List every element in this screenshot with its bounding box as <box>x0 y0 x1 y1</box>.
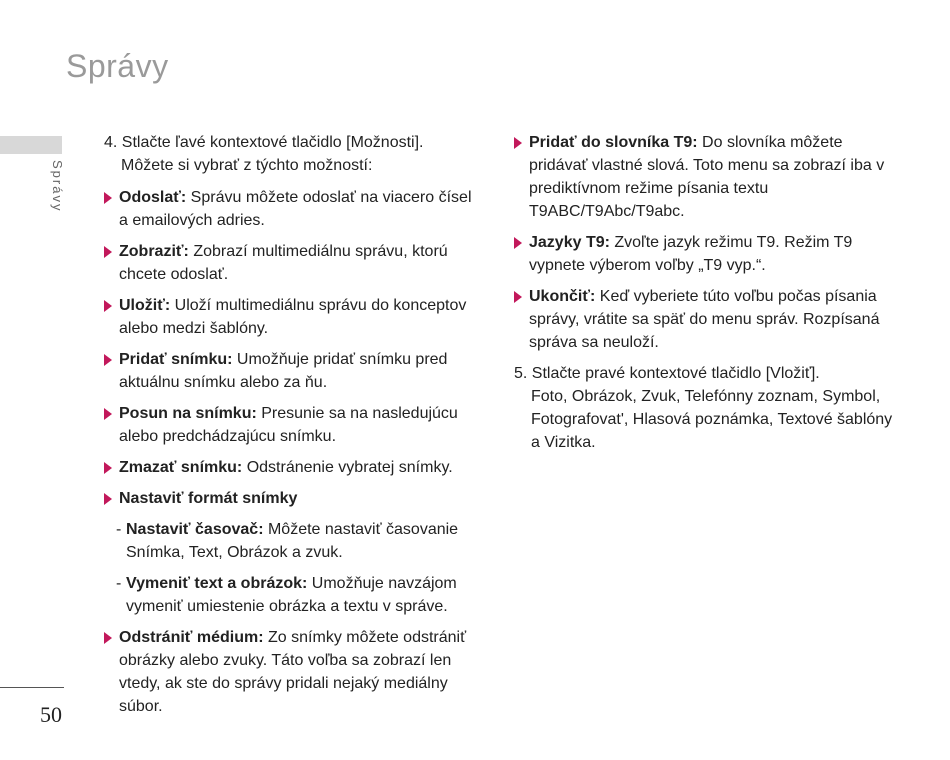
option-text: Presunie sa na nasledujúcu alebo predchádzajúcu snímku. <box>119 405 458 445</box>
step-4-line1: 4. Stlačte ľavé kontextové tlačidlo [Možnosti]. <box>104 134 424 151</box>
option-term: Pridať do slovníka T9: <box>529 134 698 151</box>
dash-marker: - <box>116 521 122 538</box>
option-term: Zobraziť: <box>119 243 189 260</box>
side-label: Správy <box>50 160 65 213</box>
arrow-icon <box>104 246 112 258</box>
left-column <box>104 131 484 726</box>
step-5-line1: 5. Stlačte pravé kontextové tlačidlo [Vložiť]. <box>514 365 820 382</box>
option-send <box>104 186 484 232</box>
option-save <box>104 294 484 340</box>
page-number: 50 <box>40 702 62 727</box>
arrow-icon <box>104 300 112 312</box>
option-delete-slide <box>104 456 484 479</box>
option-term: Nastaviť formát snímky <box>119 490 298 507</box>
option-remove-media <box>104 626 484 718</box>
right-column <box>514 131 899 463</box>
arrow-icon <box>104 354 112 366</box>
option-term: Uložiť: <box>119 297 171 314</box>
option-term: Zmazať snímku: <box>119 459 243 476</box>
option-text: Do slovníka môžete pridávať vlastné slová. Toto menu sa zobrazí iba v prediktívnom režime písania textu T9ABC/T9Abc/T9abc. <box>529 134 885 220</box>
suboption-term: Vymeniť text a obrázok: <box>126 575 308 592</box>
option-term: Ukončiť: <box>529 288 596 305</box>
option-text: Zobrazí multimediálnu správu, ktorú chcete odoslať. <box>119 243 448 283</box>
side-tab <box>0 136 62 154</box>
option-view <box>104 240 484 286</box>
arrow-icon <box>514 137 522 149</box>
option-text: Zvoľte jazyk režimu T9. Režim T9 vypnete výberom voľby „T9 vyp.“. <box>529 234 853 274</box>
page-title: Správy <box>66 48 169 84</box>
option-text: Umožňuje pridať snímku pred aktuálnu snímku alebo za ňu. <box>119 351 448 391</box>
option-exit <box>514 285 899 354</box>
option-t9-languages <box>514 231 899 277</box>
arrow-icon <box>514 237 522 249</box>
arrow-icon <box>104 493 112 505</box>
arrow-icon <box>104 192 112 204</box>
suboption-text: Môžete nastaviť časovanie Snímka, Text, Obrázok a zvuk. <box>126 521 459 561</box>
option-term: Odoslať: <box>119 189 187 206</box>
option-add-to-dictionary <box>514 131 899 223</box>
bottom-rule <box>0 687 64 688</box>
step-5-line2: Foto, Obrázok, Zvuk, Telefónny zoznam, Symbol, Fotografovat', Hlasová poznámka, Textové šablóny a Vizitka. <box>531 388 893 451</box>
option-term: Jazyky T9: <box>529 234 610 251</box>
option-go-to-slide <box>104 402 484 448</box>
step-4-line2: Môžete si vybrať z týchto možností: <box>121 157 373 174</box>
arrow-icon <box>104 632 112 644</box>
suboption-swap <box>104 572 484 618</box>
option-text: Odstránenie vybratej snímky. <box>242 459 453 476</box>
option-slide-format <box>104 487 484 510</box>
dash-marker: - <box>116 575 122 592</box>
suboption-text: Umožňuje navzájom vymeniť umiestenie obrázka a textu v správe. <box>126 575 457 615</box>
option-term: Pridať snímku: <box>119 351 233 368</box>
option-add-slide <box>104 348 484 394</box>
suboption-term: Nastaviť časovač: <box>126 521 264 538</box>
arrow-icon <box>104 408 112 420</box>
arrow-icon <box>104 462 112 474</box>
option-text: Keď vyberiete túto voľbu počas písania správy, vrátite sa späť do menu správ. Rozpísaná správa sa neuloží. <box>529 288 880 351</box>
arrow-icon <box>514 291 522 303</box>
option-text: Uloží multimediálnu správu do konceptov alebo medzi šablóny. <box>119 297 467 337</box>
step-4 <box>104 131 484 177</box>
option-term: Odstrániť médium: <box>119 629 264 646</box>
suboption-timer <box>104 518 484 564</box>
step-5 <box>514 362 899 454</box>
option-text: Zo snímky môžete odstrániť obrázky alebo zvuky. Táto voľba sa zobrazí len vtedy, ak ste do správy pridali nejaký mediálny súbor. <box>119 629 467 715</box>
option-text: Správu môžete odoslať na viacero čísel a emailových adries. <box>119 189 472 229</box>
option-term: Posun na snímku: <box>119 405 257 422</box>
